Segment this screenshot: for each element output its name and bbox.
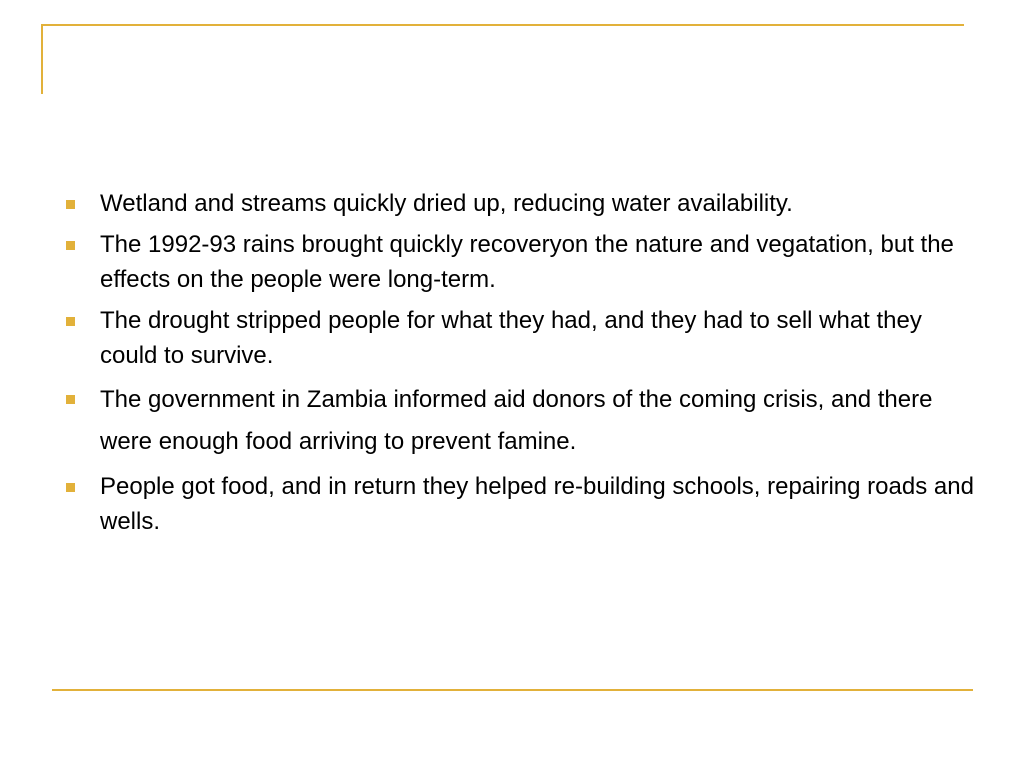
- bullet-item-food: [60, 469, 980, 539]
- bullet-text: The government in Zambia informed aid donors of the coming crisis, and there were enough food arriving to prevent famine.: [100, 386, 933, 455]
- square-bullet-icon: [66, 241, 75, 250]
- bullet-item-government: [60, 379, 980, 463]
- bottom-accent-rule: [52, 689, 973, 691]
- square-bullet-icon: [66, 395, 75, 404]
- bullet-list: [60, 186, 980, 539]
- bullet-text: The drought stripped people for what they had, and they had to sell what they could to survive.: [100, 307, 922, 369]
- bullet-item-stripped: [60, 303, 980, 373]
- left-accent-rule: [41, 24, 43, 94]
- top-accent-rule: [41, 24, 964, 26]
- bullet-text: The 1992-93 rains brought quickly recoveryon the nature and vegatation, but the effects on the people were long-term.: [100, 231, 954, 293]
- bullet-item-rains: [60, 227, 980, 297]
- square-bullet-icon: [66, 483, 75, 492]
- bullet-text: People got food, and in return they helped re-building schools, repairing roads and wells.: [100, 473, 974, 535]
- square-bullet-icon: [66, 200, 75, 209]
- bullet-item-dried-up: [60, 186, 980, 221]
- square-bullet-icon: [66, 317, 75, 326]
- bullet-text: Wetland and streams quickly dried up, reducing water availability.: [100, 190, 793, 217]
- slide-body: [60, 186, 980, 545]
